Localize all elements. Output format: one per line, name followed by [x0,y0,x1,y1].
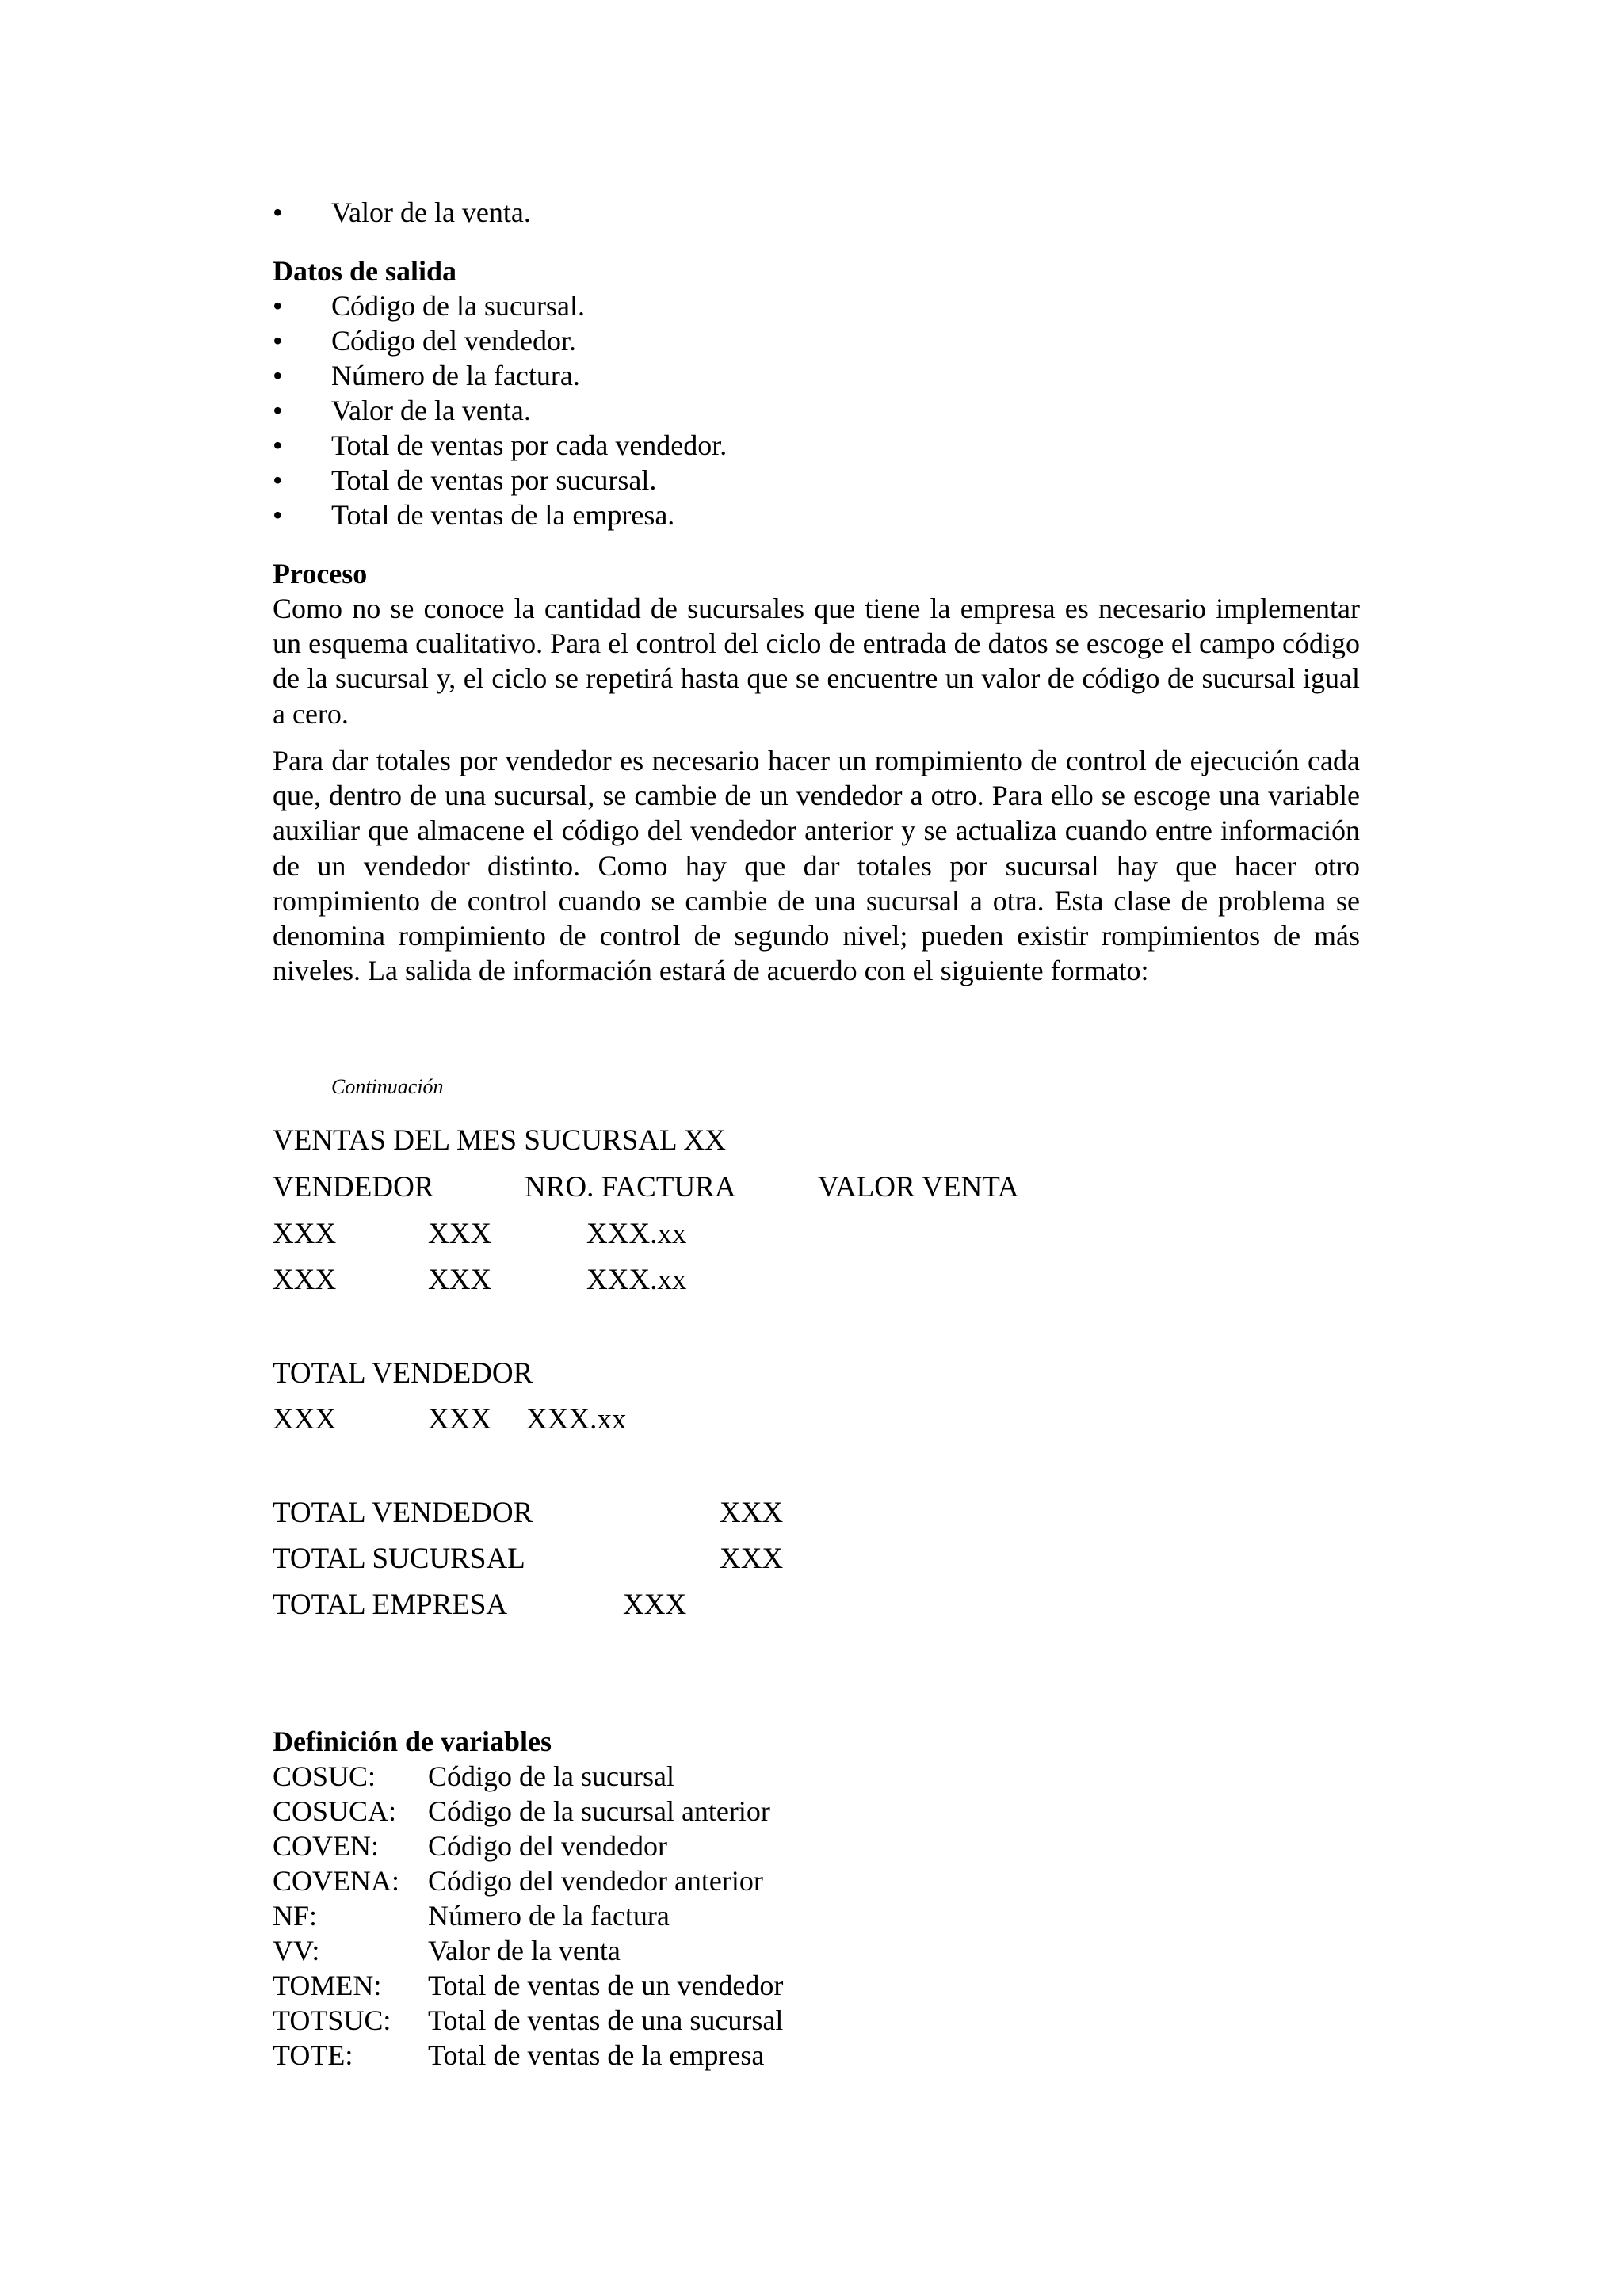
variable-name: NF: [273,1900,318,1932]
report-total-vendedor-label: TOTAL VENDEDOR [273,1357,533,1390]
process-heading: Proceso [273,558,368,589]
report-cell: XXX [428,1403,492,1436]
summary-value: XXX [623,1589,687,1621]
bullet-marker: • [273,360,283,391]
variable-description: Total de ventas de la empresa [428,2039,765,2071]
report-cell: XXX [273,1264,337,1296]
report-cell: XXX.xx [586,1218,687,1250]
variable-description: Total de ventas de una sucursal [428,2004,784,2036]
report-cell: XXX [273,1218,337,1250]
variable-name: TOTE: [273,2039,353,2071]
output-item: Total de ventas por sucursal. [331,464,657,496]
variables-heading: Definición de variables [273,1726,552,1757]
variable-description: Valor de la venta [428,1935,621,1966]
output-item: Número de la factura. [331,360,580,391]
variable-name: COSUC: [273,1760,376,1792]
report-cell: XXX.xx [526,1403,627,1436]
report-header-valor: VALOR VENTA [818,1171,1019,1203]
output-item: Valor de la venta. [331,395,531,426]
variable-name: COVEN: [273,1830,379,1862]
summary-value: XXX [720,1543,784,1575]
report-title: VENTAS DEL MES SUCURSAL XX [273,1124,726,1157]
variable-name: VV: [273,1935,320,1966]
variable-name: COVENA: [273,1865,399,1897]
continuation-label: Continuación [331,1075,444,1098]
summary-value: XXX [720,1497,784,1529]
summary-label: TOTAL SUCURSAL [273,1543,525,1575]
bullet-marker: • [273,464,283,496]
variable-description: Código del vendedor [428,1830,667,1862]
paragraph-text: Como no se conoce la cantidad de sucursales que tiene la empresa es necesario implementar un esquema cualitativo. Para el control del ciclo de entrada de datos se escoge el campo código de la sucursal y, el ciclo se repetirá hasta que se encuentre un valor de código de sucursal igual a cero. [273,593,1360,730]
report-cell: XXX.xx [586,1264,687,1296]
process-paragraph-1 [273,591,1360,731]
summary-label: TOTAL VENDEDOR [273,1497,533,1529]
paragraph-text: Para dar totales por vendedor es necesario hacer un rompimiento de control de ejecución cada que, dentro de una sucursal, se cambie de un vendedor a otro. Para ello se escoge una variable auxiliar que almacene el código del vendedor anterior y se actualiza cuando entre información de un vendedor distinto. Como hay que dar totales por sucursal hay que hacer otro rompimiento de control cuando se cambie de una sucursal a otra. Esta clase de problema se denomina rompimiento de control de segundo nivel; pueden existir rompimientos de más niveles. La salida de información estará de acuerdo con el siguiente formato: [273,745,1360,987]
report-cell: XXX [273,1403,337,1436]
variable-description: Código de la sucursal [428,1760,674,1792]
output-item: Total de ventas por cada vendedor. [331,429,727,461]
bullet-marker: • [273,196,283,228]
summary-label: TOTAL EMPRESA [273,1589,508,1621]
variable-description: Número de la factura [428,1900,670,1932]
output-item: Código de la sucursal. [331,290,585,322]
variable-name: COSUCA: [273,1795,397,1827]
variable-description: Código del vendedor anterior [428,1865,763,1897]
bullet-marker: • [273,325,283,357]
report-header-vendedor: VENDEDOR [273,1171,434,1203]
variable-description: Total de ventas de un vendedor [428,1970,784,2001]
report-cell: XXX [428,1264,492,1296]
report-cell: XXX [428,1218,492,1250]
variable-name: TOTSUC: [273,2004,391,2036]
variable-name: TOMEN: [273,1970,382,2001]
process-paragraph-2 [273,743,1360,988]
variable-description: Código de la sucursal anterior [428,1795,770,1827]
bullet-marker: • [273,429,283,461]
output-heading: Datos de salida [273,255,457,287]
output-item: Código del vendedor. [331,325,576,357]
bullet-marker: • [273,395,283,426]
bullet-marker: • [273,499,283,531]
output-item: Total de ventas de la empresa. [331,499,675,531]
report-header-factura: NRO. FACTURA [525,1171,736,1203]
bullet-marker: • [273,290,283,322]
input-item-sale-value: Valor de la venta. [331,196,531,228]
